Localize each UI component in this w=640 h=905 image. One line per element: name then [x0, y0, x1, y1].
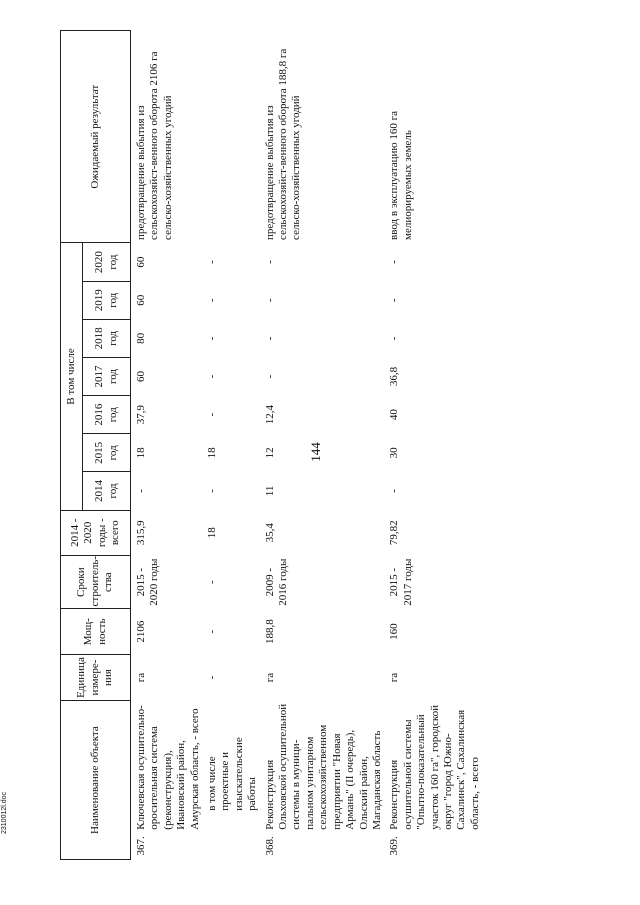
total-cell: 315,9 — [135, 520, 147, 546]
row-number: 368. — [263, 836, 276, 856]
unit-cell: га — [388, 672, 401, 683]
y2020-cell: - — [388, 260, 401, 264]
unit-cell: га — [263, 672, 276, 683]
y2019-cell: - — [206, 298, 219, 303]
y2014-cell: - — [388, 489, 401, 493]
y2015-cell: 18 — [206, 447, 219, 459]
total-cell: 18 — [206, 527, 219, 539]
y2015-cell: 30 — [388, 447, 401, 459]
object-name: в том числе проектные и изыскательские работы — [206, 737, 259, 811]
y2014-cell: - — [206, 489, 219, 493]
objects-table — [60, 30, 484, 860]
unit-cell: - — [206, 675, 219, 680]
terms-cell: 2015 - 2020 годы — [135, 558, 161, 606]
terms-cell: - — [206, 580, 219, 585]
y2016-cell: - — [206, 412, 219, 417]
header-total: 2014 - 2020 годы - всего — [61, 510, 131, 555]
y2017-cell: 36,8 — [388, 366, 401, 387]
result-cell: ввод в эксплуатацию 160 га мелиорируемых земель — [388, 110, 414, 240]
y2018-cell: - — [206, 336, 219, 341]
y2017-cell: - — [263, 374, 276, 379]
y2016-cell: 40 — [388, 409, 401, 421]
header-year-2015: 2015 год — [83, 434, 131, 472]
result-cell: предотвращение выбытия из сельскохозяйст-венного оборота 188,8 га сельско-хозяйственных угодий — [263, 48, 303, 240]
header-year-2019: 2019 год — [83, 281, 131, 319]
object-name: Реконструкция Ольховской осушительной системы в муници-пальном унитарном сельскохозяйственном предприятии "Новая Армань" (II очередь), Ольский район, Магаданская область — [263, 703, 383, 830]
header-terms: Сроки строитель-ства — [61, 555, 131, 609]
result-cell: предотвращение выбытия из сельскохозяйст-венного оборота 2106 га сельско-хозяйственных угодий — [135, 51, 174, 240]
table-row — [204, 31, 262, 860]
row-number: 367. — [135, 836, 147, 856]
y2015-cell: 12 — [263, 447, 276, 459]
y2017-cell: - — [206, 374, 219, 379]
power-cell: - — [206, 629, 219, 634]
rotated-table-container — [60, 30, 640, 860]
y2019-cell: - — [388, 298, 401, 303]
header-name: Наименование объекта — [61, 701, 131, 860]
terms-cell: 2009 - 2016 годы — [263, 558, 290, 606]
table-body — [131, 31, 485, 860]
y2014-cell: - — [135, 489, 147, 493]
page-number: 144 — [308, 442, 323, 462]
row-number — [204, 833, 262, 860]
total-cell: 35,4 — [263, 523, 276, 543]
header-unit: Единица измере-ния — [61, 654, 131, 700]
header-year-2018: 2018 год — [83, 319, 131, 357]
result-cell — [204, 31, 262, 243]
header-including: В том числе — [61, 243, 83, 510]
table-row — [131, 31, 205, 860]
row-number: 369. — [388, 836, 401, 856]
y2018-cell: 80 — [135, 332, 147, 344]
y2020-cell: - — [263, 260, 276, 264]
y2019-cell: - — [263, 298, 276, 303]
y2017-cell: 60 — [135, 371, 147, 383]
y2020-cell: - — [206, 260, 219, 264]
table-header — [61, 31, 131, 860]
unit-cell: га — [135, 672, 147, 683]
footer-file-code: 2310012l.doc — [1, 791, 8, 834]
power-cell: 188,8 — [263, 619, 276, 645]
y2016-cell: 37,9 — [135, 405, 147, 425]
power-cell: 2106 — [135, 620, 147, 643]
y2020-cell: 60 — [135, 256, 147, 268]
y2016-cell: 12,4 — [263, 405, 276, 425]
table-row — [262, 31, 387, 860]
y2018-cell: - — [388, 336, 401, 341]
header-year-2014: 2014 год — [83, 472, 131, 510]
object-name: Реконструкция осушительной системы "Опытно-показательный участок 160 га", городской округ "город Южно-Сахалинск", Сахалинская область, - всего — [388, 704, 481, 830]
header-year-2017: 2017 год — [83, 357, 131, 395]
total-cell: 79,82 — [388, 520, 401, 546]
table-row — [386, 31, 484, 860]
y2019-cell: 60 — [135, 294, 147, 306]
terms-cell: 2015 - 2017 годы — [388, 558, 414, 606]
header-result: Ожидаемый результат — [61, 31, 131, 243]
power-cell: 160 — [388, 623, 401, 640]
object-name: Ключевская осушительно-оросительная система (реконструкция), Ивановский район, Амурская область, - всего — [135, 705, 201, 830]
y2018-cell: - — [263, 336, 276, 341]
y2015-cell: 18 — [135, 447, 147, 459]
header-year-2016: 2016 год — [83, 396, 131, 434]
header-year-2020: 2020 год — [83, 243, 131, 281]
y2014-cell: 11 — [263, 485, 276, 497]
header-power: Мощ-ность — [61, 609, 131, 654]
